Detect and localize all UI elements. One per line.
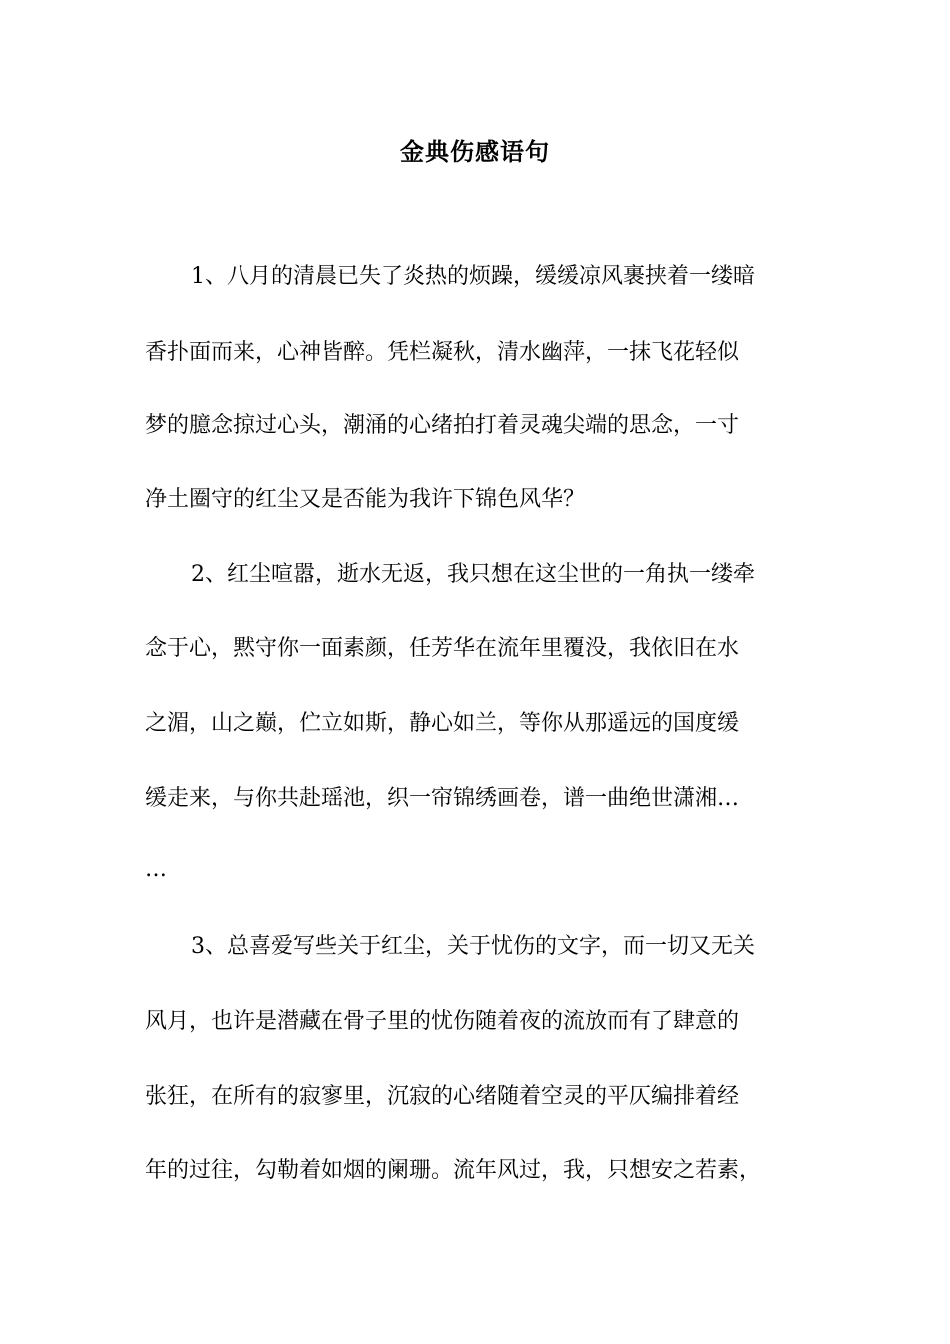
- paragraph-3-line-1: 3、总喜爱写些关于红尘，关于忧伤的文字，而一切又无关: [191, 934, 755, 959]
- paragraph-2-line-3: 之湄，山之巅，伫立如斯，静心如兰，等你从那遥远的国度缓: [145, 711, 740, 736]
- paragraph-2-line-2: 念于心，黙守你一面素颜，任芳华在流年里覆没，我依旧在水: [145, 636, 740, 661]
- paragraph-2-line-4: 缓走来，与你共赴瑶池，织一帘锦绣画卷，谱一曲绝世潇湘…: [145, 786, 740, 811]
- paragraph-3-line-4: 年的过往，勾勒着如烟的阑珊。流年风过，我，只想安之若素，: [145, 1158, 762, 1183]
- paragraph-1-line-1: 1、八月的清晨已失了炎热的烦躁，缓缓凉风裹挟着一缕暗: [191, 264, 755, 289]
- paragraph-1-line-2: 香扑面而来，心神皆醉。凭栏凝秋，清水幽萍，一抹飞花轻似: [145, 340, 740, 365]
- document-title: 金典伤感语句: [400, 137, 550, 166]
- paragraph-2-line-5: …: [145, 857, 167, 882]
- paragraph-2-line-1: 2、红尘喧嚣，逝水无返，我只想在这尘世的一角执一缕牵: [191, 562, 755, 587]
- paragraph-1-line-4: 净土圈守的红尘又是否能为我许下锦色风华？: [145, 487, 586, 512]
- paragraph-3-line-2: 风月，也许是潜藏在骨子里的忧伤随着夜的流放而有了肆意的: [145, 1009, 740, 1034]
- paragraph-1-line-3: 梦的臆念掠过心头，潮涌的心绪拍打着灵魂尖端的思念，一寸: [145, 413, 740, 438]
- paragraph-3-line-3: 张狂，在所有的寂寥里，沉寂的心绪随着空灵的平仄编排着经: [145, 1084, 740, 1109]
